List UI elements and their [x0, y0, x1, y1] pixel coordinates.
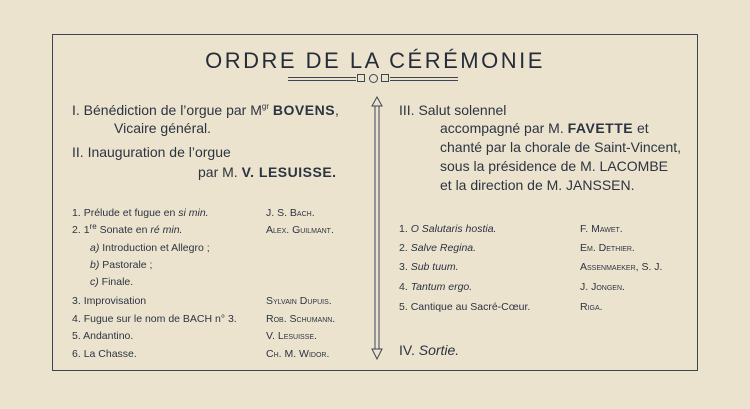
- program-item: [72, 223, 182, 238]
- item-number: 5.: [399, 301, 411, 313]
- section-3-line: III. Salut solennel: [399, 102, 507, 118]
- item-number: 4.: [399, 281, 411, 293]
- item-composer: J. S. Bach.: [266, 207, 315, 219]
- item-composer: Sylvain Dupuis.: [266, 295, 332, 307]
- section-1-line: I. Bénédiction de l’orgue par $M^{gr}$ BOVENS,: [72, 102, 339, 118]
- item-superscript: re: [89, 222, 97, 231]
- item-title: Fugue sur le nom de BACH n° 3.: [83, 313, 237, 325]
- program-item: [72, 329, 133, 344]
- section-3-line-3: chanté par la chorale de Saint-Vincent,: [440, 139, 682, 155]
- program-item: [399, 260, 459, 275]
- item-composer: Assenmaeker, S. J.: [580, 261, 663, 273]
- item-composer: Ch. M. Widor.: [266, 348, 330, 360]
- section-3-line-4: sous la présidence de M. LACOMBE: [440, 158, 668, 174]
- item-title: Salve Regina.: [410, 242, 477, 254]
- section-4-line: IV. Sortie.: [399, 342, 460, 358]
- item-number: 4.: [72, 313, 84, 325]
- item-title: Pastorale ;: [99, 259, 153, 271]
- item-composer: Alex. Guilmant.: [266, 224, 334, 236]
- program-item: [399, 222, 496, 237]
- item-title: Finale.: [98, 276, 134, 288]
- program-sub-item: [90, 258, 152, 273]
- item-letter: c): [90, 276, 99, 288]
- item-composer: F. Mawet.: [580, 223, 623, 235]
- item-number: 5.: [72, 330, 84, 342]
- program-item: [399, 280, 472, 295]
- section-2-line-2: par M. V. LESUISSE.: [198, 164, 337, 180]
- item-number: 1.: [72, 207, 84, 219]
- vertical-arrow-icon: [370, 96, 384, 360]
- item-number: 1.: [399, 223, 411, 235]
- item-title: Prélude et fugue en: [83, 207, 179, 219]
- section-2-line: II. Inauguration de l’orgue: [72, 144, 231, 160]
- program-title: ORDRE DE LA CÉRÉMONIE: [205, 48, 545, 73]
- item-title: Cantique au Sacré-Cœur.: [410, 301, 531, 313]
- item-title: O Salutaris hostia.: [410, 223, 497, 235]
- program-sub-item: [90, 275, 133, 290]
- item-letter: b): [90, 259, 100, 271]
- item-title-cont: Sonate en: [96, 224, 151, 236]
- item-number: 6.: [72, 348, 84, 360]
- program-item: [72, 294, 146, 309]
- section-3-line-5: et la direction de M. JANSSEN.: [440, 177, 635, 193]
- item-letter: a): [90, 242, 100, 254]
- item-title: Sub tuum.: [410, 261, 459, 273]
- item-composer: Riga.: [580, 301, 603, 313]
- program-item: [72, 347, 137, 362]
- title-ornament: [288, 73, 458, 85]
- item-composer: J. Jongen.: [580, 281, 625, 293]
- section-3-line-2: accompagné par M. FAVETTE et: [440, 120, 649, 136]
- item-number: 2.: [399, 242, 411, 254]
- item-key: si min.: [178, 207, 209, 219]
- item-number: 3.: [399, 261, 411, 273]
- item-number: 3.: [72, 295, 84, 307]
- program-item: [72, 206, 209, 221]
- program-item: [399, 241, 476, 256]
- item-title: Andantino.: [83, 330, 134, 342]
- item-title: Improvisation: [83, 295, 147, 307]
- item-number: 2.: [72, 224, 84, 236]
- program-item: [72, 312, 237, 327]
- item-title: La Chasse.: [83, 348, 137, 360]
- program-sub-item: [90, 241, 210, 256]
- item-title: Tantum ergo.: [410, 281, 473, 293]
- item-composer: Rob. Schumann.: [266, 313, 336, 325]
- section-1-line-2: Vicaire général.: [114, 120, 212, 136]
- program-item: [399, 300, 530, 315]
- item-key: ré min.: [150, 224, 183, 236]
- item-title: 1: [83, 224, 90, 236]
- item-composer: Em. Dethier.: [580, 242, 635, 254]
- item-composer: V. Lesuisse.: [266, 330, 317, 342]
- item-title: Introduction et Allegro ;: [99, 242, 210, 254]
